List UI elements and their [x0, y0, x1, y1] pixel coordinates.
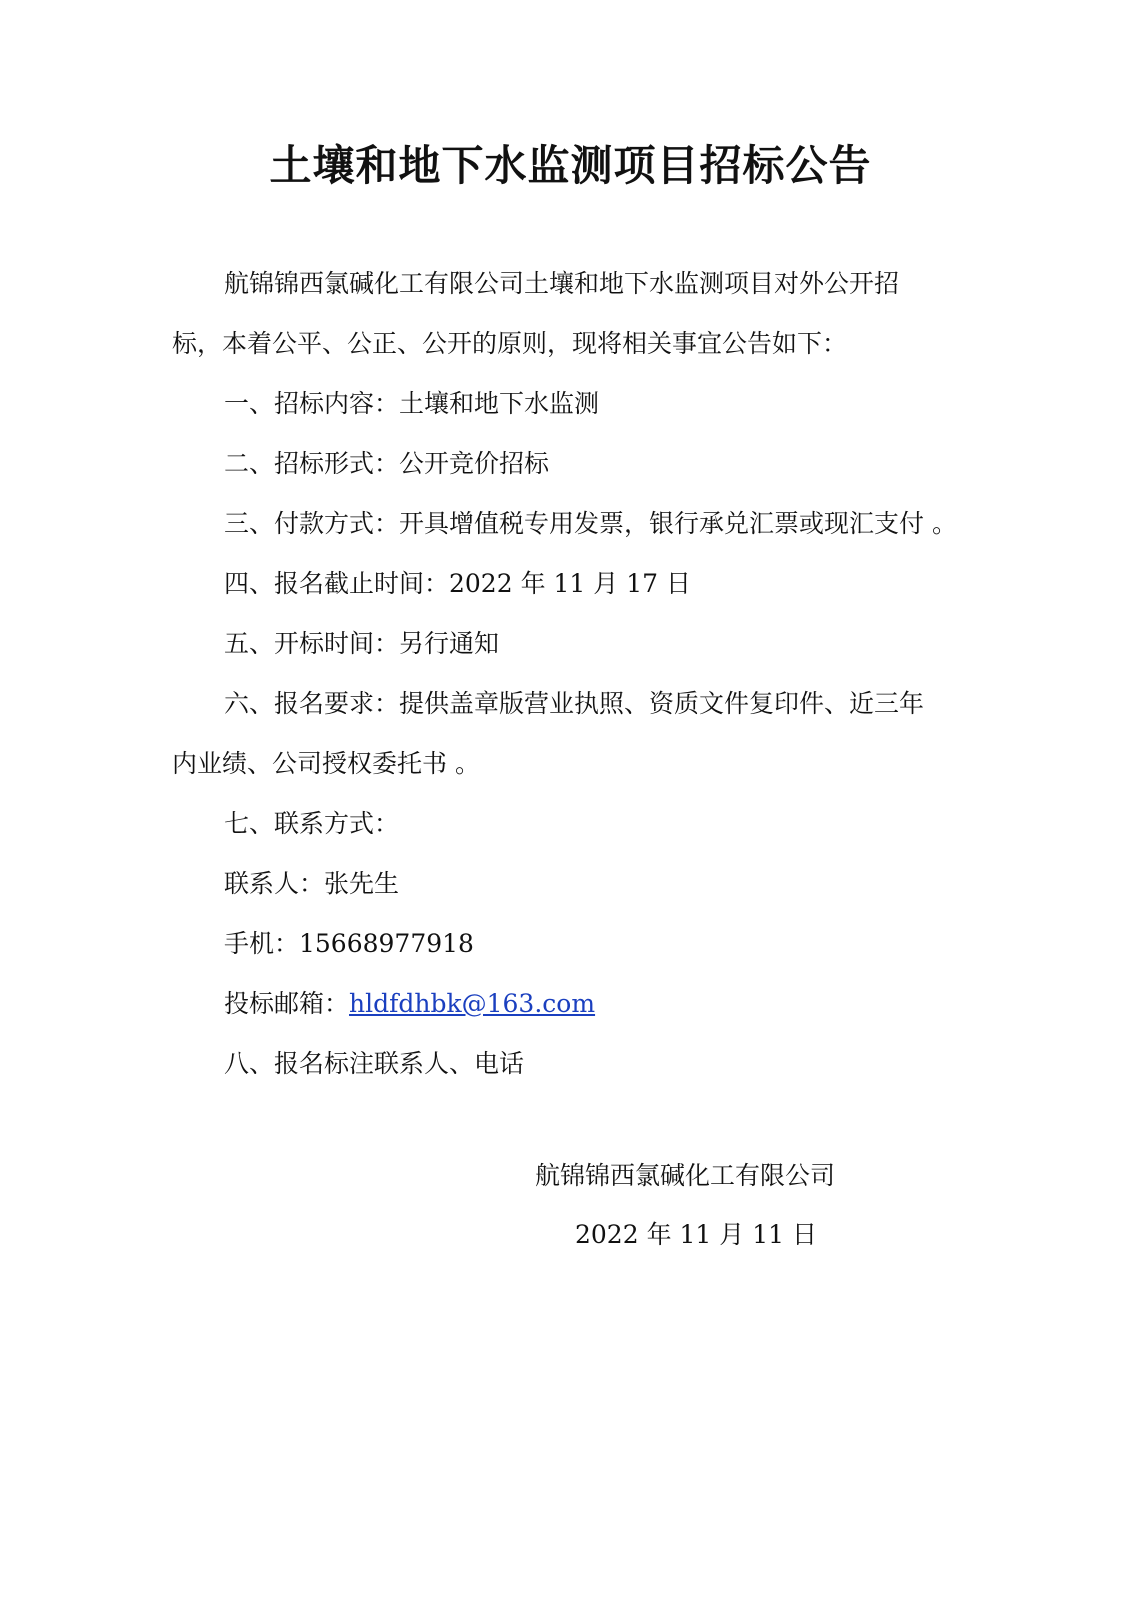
item-form: 二、招标形式：公开竞价招标 — [224, 449, 550, 478]
item-opening: 五、开标时间：另行通知 — [224, 629, 500, 658]
email-label: 投标邮箱： — [224, 989, 350, 1018]
item-requirements-line-2: 内业绩、公司授权委托书 。 — [172, 749, 480, 778]
contact-email-line — [172, 974, 972, 1034]
signature-date: 2022 年 11 月 11 日 — [575, 1220, 817, 1249]
contact-person: 联系人：张先生 — [224, 869, 400, 898]
contact-phone: 手机：15668977918 — [224, 929, 474, 958]
item-payment: 三、付款方式：开具增值税专用发票，银行承兑汇票或现汇支付 。 — [224, 509, 957, 538]
email-link[interactable]: hldfdhbk@163.com — [349, 989, 596, 1018]
item-note: 八、报名标注联系人、电话 — [224, 1049, 525, 1078]
signature-company: 航锦锦西氯碱化工有限公司 — [535, 1161, 836, 1190]
page-title: 土壤和地下水监测项目招标公告 — [269, 141, 872, 190]
intro-line-1: 航锦锦西氯碱化工有限公司土壤和地下水监测项目对外公开招 — [224, 269, 900, 298]
intro-line-2: 标，本着公平、公正、公开的原则，现将相关事宜公告如下： — [172, 329, 848, 358]
item-requirements-line-1: 六、报名要求：提供盖章版营业执照、资质文件复印件、近三年 — [224, 689, 925, 718]
contact-heading: 七、联系方式： — [224, 809, 400, 838]
document-body — [172, 254, 972, 1094]
item-deadline: 四、报名截止时间：2022 年 11 月 17 日 — [224, 569, 691, 598]
item-content: 一、招标内容：土壤和地下水监测 — [224, 389, 600, 418]
